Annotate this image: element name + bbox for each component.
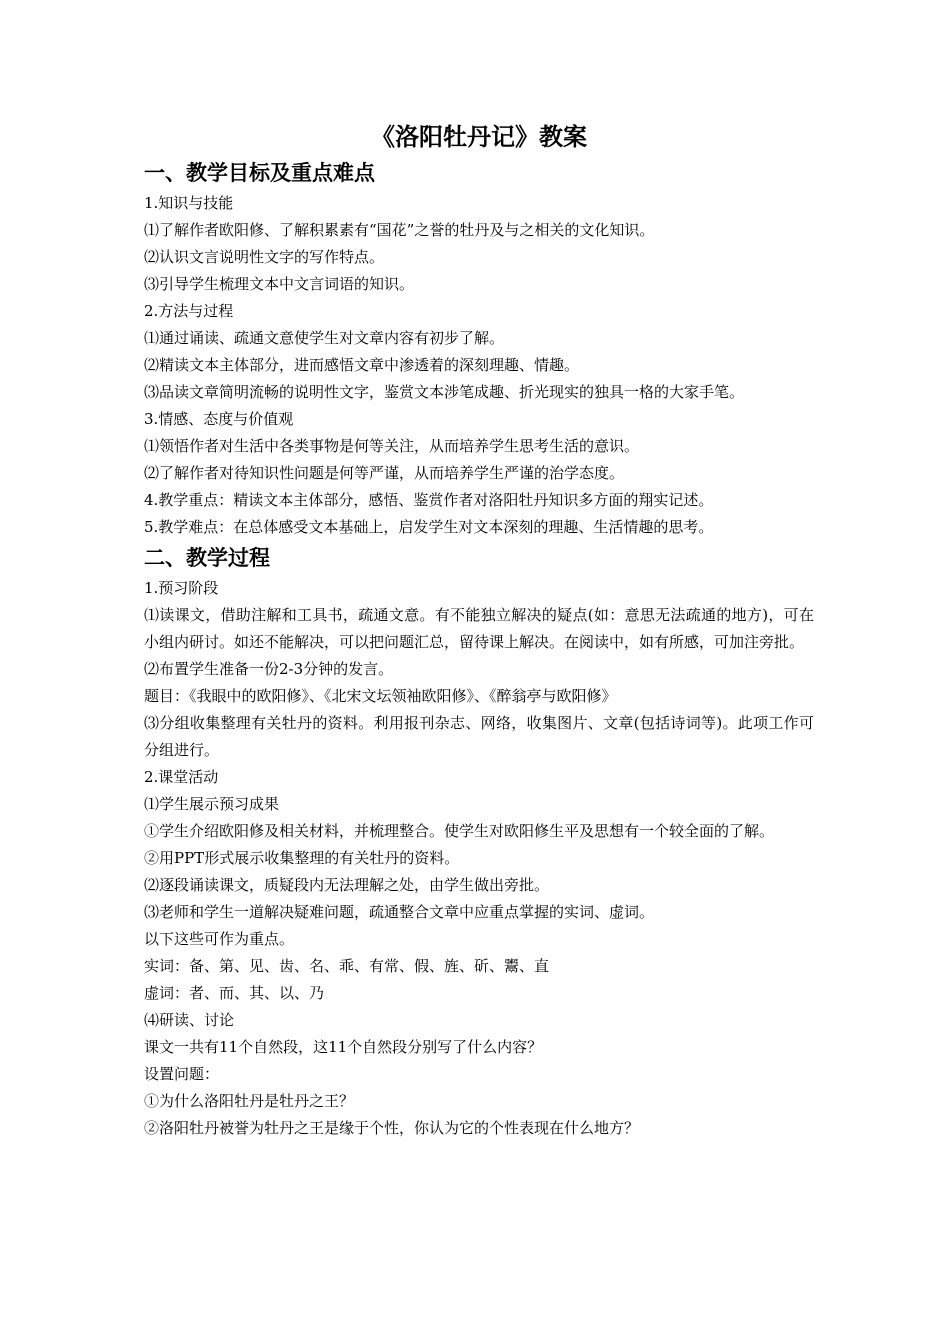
paragraph: 以下这些可作为重点。 xyxy=(144,930,295,948)
paragraph: ⑴读课文，借助注解和工具书，疏通文意。有不能独立解决的疑点(如：意思无法疏通的地方)，可在小组内研讨。如还不能解决，可以把问题汇总，留待课上解决。在阅读中，如有所感，可加注旁批。 xyxy=(144,606,814,651)
paragraph: ⑶分组收集整理有关牡丹的资料。利用报刊杂志、网络，收集图片、文章(包括诗词等)。此项工作可分组进行。 xyxy=(144,714,814,759)
paragraph: ①学生介绍欧阳修及相关材料，并梳理整合。使学生对欧阳修生平及思想有一个较全面的了解。 xyxy=(144,822,775,840)
paragraph: 5.教学难点：在总体感受文本基础上，启发学生对文本深刻的理趣、生活情趣的思考。 xyxy=(144,518,714,536)
document-body xyxy=(144,120,814,1142)
paragraph: 设置问题： xyxy=(144,1065,220,1083)
paragraph: 1.知识与技能 xyxy=(144,194,234,212)
paragraph: ⑵了解作者对待知识性问题是何等严谨，从而培养学生严谨的治学态度。 xyxy=(144,464,625,482)
paragraph: ⑴领悟作者对生活中各类事物是何等关注，从而培养学生思考生活的意识。 xyxy=(144,437,640,455)
paragraph: ①为什么洛阳牡丹是牡丹之王？ xyxy=(144,1092,355,1110)
paragraph: ⑵精读文本主体部分，进而感悟文章中渗透着的深刻理趣、情趣。 xyxy=(144,356,580,374)
paragraph: ⑷研读、讨论 xyxy=(144,1011,235,1029)
paragraph: 实词：备、第、见、齿、名、乖、有常、假、旌、斫、鬻、直 xyxy=(144,957,550,975)
paragraph: ⑴学生展示预习成果 xyxy=(144,795,280,813)
paragraph: 3.情感、态度与价值观 xyxy=(144,410,294,428)
paragraph: 1.预习阶段 xyxy=(144,579,219,597)
paragraph: ⑴通过诵读、疏通文意使学生对文章内容有初步了解。 xyxy=(144,329,505,347)
paragraph: ⑴了解作者欧阳修、了解积累素有“国花”之誉的牡丹及与之相关的文化知识。 xyxy=(144,221,655,239)
paragraph: ⑶引导学生梳理文本中文言词语的知识。 xyxy=(144,275,415,293)
paragraph: 题目：《我眼中的欧阳修》、《北宋文坛领袖欧阳修》、《醉翁亭与欧阳修》 xyxy=(144,687,617,705)
paragraph: 2.方法与过程 xyxy=(144,302,234,320)
paragraph: ②用PPT形式展示收集整理的有关牡丹的资料。 xyxy=(144,849,460,867)
paragraph: ⑵认识文言说明性文字的写作特点。 xyxy=(144,248,385,266)
document-title: 《洛阳牡丹记》教案 xyxy=(371,122,587,151)
paragraph: 4.教学重点：精读文本主体部分，感悟、鉴赏作者对洛阳牡丹知识多方面的翔实记述。 xyxy=(144,491,714,509)
section-heading-objectives: 一、教学目标及重点难点 xyxy=(144,160,375,185)
paragraph: ⑵布置学生准备一份2-3分钟的发言。 xyxy=(144,660,394,678)
paragraph: 课文一共有11个自然段，这11个自然段分别写了什么内容？ xyxy=(144,1038,543,1056)
paragraph: 2.课堂活动 xyxy=(144,768,219,786)
paragraph: ⑵逐段诵读课文，质疑段内无法理解之处，由学生做出旁批。 xyxy=(144,876,550,894)
paragraph: ⑶品读文章简明流畅的说明性文字，鉴赏文本涉笔成趣、折光现实的独具一格的大家手笔。 xyxy=(144,383,745,401)
paragraph: ⑶老师和学生一道解决疑难问题，疏通整合文章中应重点掌握的实词、虚词。 xyxy=(144,903,655,921)
paragraph: 虚词：者、而、其、以、乃 xyxy=(144,984,325,1002)
section-heading-process: 二、教学过程 xyxy=(144,545,270,570)
paragraph: ②洛阳牡丹被誉为牡丹之王是缘于个性，你认为它的个性表现在什么地方？ xyxy=(144,1119,640,1137)
